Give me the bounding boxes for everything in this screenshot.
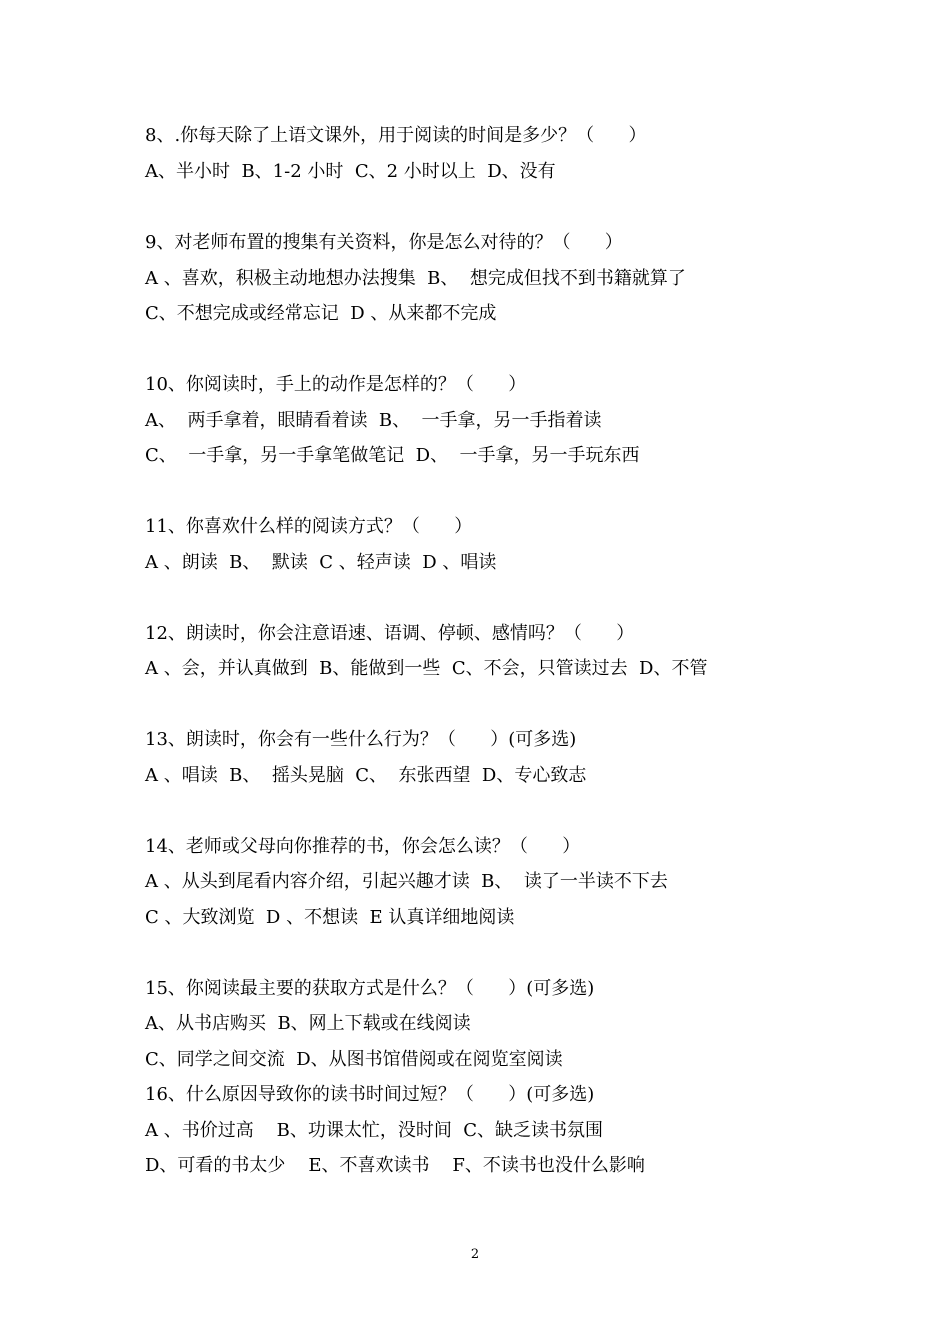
question-10-prompt: 10、你阅读时，手上的动作是怎样的？（ ）	[145, 374, 527, 395]
question-8-prompt: 8、.你每天除了上语文课外，用于阅读的时间是多少？（ ）	[145, 125, 647, 146]
question-11-prompt: 11、你喜欢什么样的阅读方式？（ ）	[145, 516, 473, 537]
question-14-options-line-2: C 、大致浏览 D 、不想读 E 认真详细地阅读	[145, 907, 515, 928]
question-8-options-line-1: A、半小时 B、1-2 小时 C、2 小时以上 D、没有	[145, 161, 556, 182]
question-13-options-line-1: A 、唱读 B、 摇头晃脑 C、 东张西望 D、专心致志	[145, 765, 587, 786]
question-16-options-line-2: D、可看的书太少 E、不喜欢读书 F、不读书也没什么影响	[145, 1155, 645, 1176]
page-number: 2	[470, 1247, 480, 1262]
question-13-prompt: 13、朗读时，你会有一些什么行为？（ ）(可多选)	[145, 729, 577, 750]
question-16-prompt: 16、什么原因导致你的读书时间过短？（ ）(可多选)	[145, 1084, 595, 1105]
question-12-prompt: 12、朗读时，你会注意语速、语调、停顿、感情吗？（ ）	[145, 623, 635, 644]
question-12-options-line-1: A 、会，并认真做到 B、能做到一些 C、不会，只管读过去 D、不管	[145, 658, 708, 679]
question-14-prompt: 14、老师或父母向你推荐的书，你会怎么读？（ ）	[145, 836, 581, 857]
question-15-prompt: 15、你阅读最主要的获取方式是什么？（ ）(可多选)	[145, 978, 595, 999]
question-10-options-line-1: A、 两手拿着，眼睛看着读 B、 一手拿，另一手指着读	[145, 410, 602, 431]
question-10-options-line-2: C、 一手拿，另一手拿笔做笔记 D、 一手拿，另一手玩东西	[145, 445, 640, 466]
question-14-options-line-1: A 、从头到尾看内容介绍，引起兴趣才读 B、 读了一半读不下去	[145, 871, 668, 892]
question-15-options-line-2: C、同学之间交流 D、从图书馆借阅或在阅览室阅读	[145, 1049, 563, 1070]
question-16-options-line-1: A 、书价过高 B、功课太忙，没时间 C、缺乏读书氛围	[145, 1120, 604, 1141]
question-9-options-line-2: C、不想完成或经常忘记 D 、从来都不完成	[145, 303, 497, 324]
question-9-options-line-1: A 、喜欢，积极主动地想办法搜集 B、 想完成但找不到书籍就算了	[145, 268, 686, 289]
question-9-prompt: 9、对老师布置的搜集有关资料，你是怎么对待的？（ ）	[145, 232, 623, 253]
question-11-options-line-1: A 、朗读 B、 默读 C 、轻声读 D 、唱读	[145, 552, 497, 573]
question-15-options-line-1: A、从书店购买 B、网上下载或在线阅读	[145, 1013, 471, 1034]
